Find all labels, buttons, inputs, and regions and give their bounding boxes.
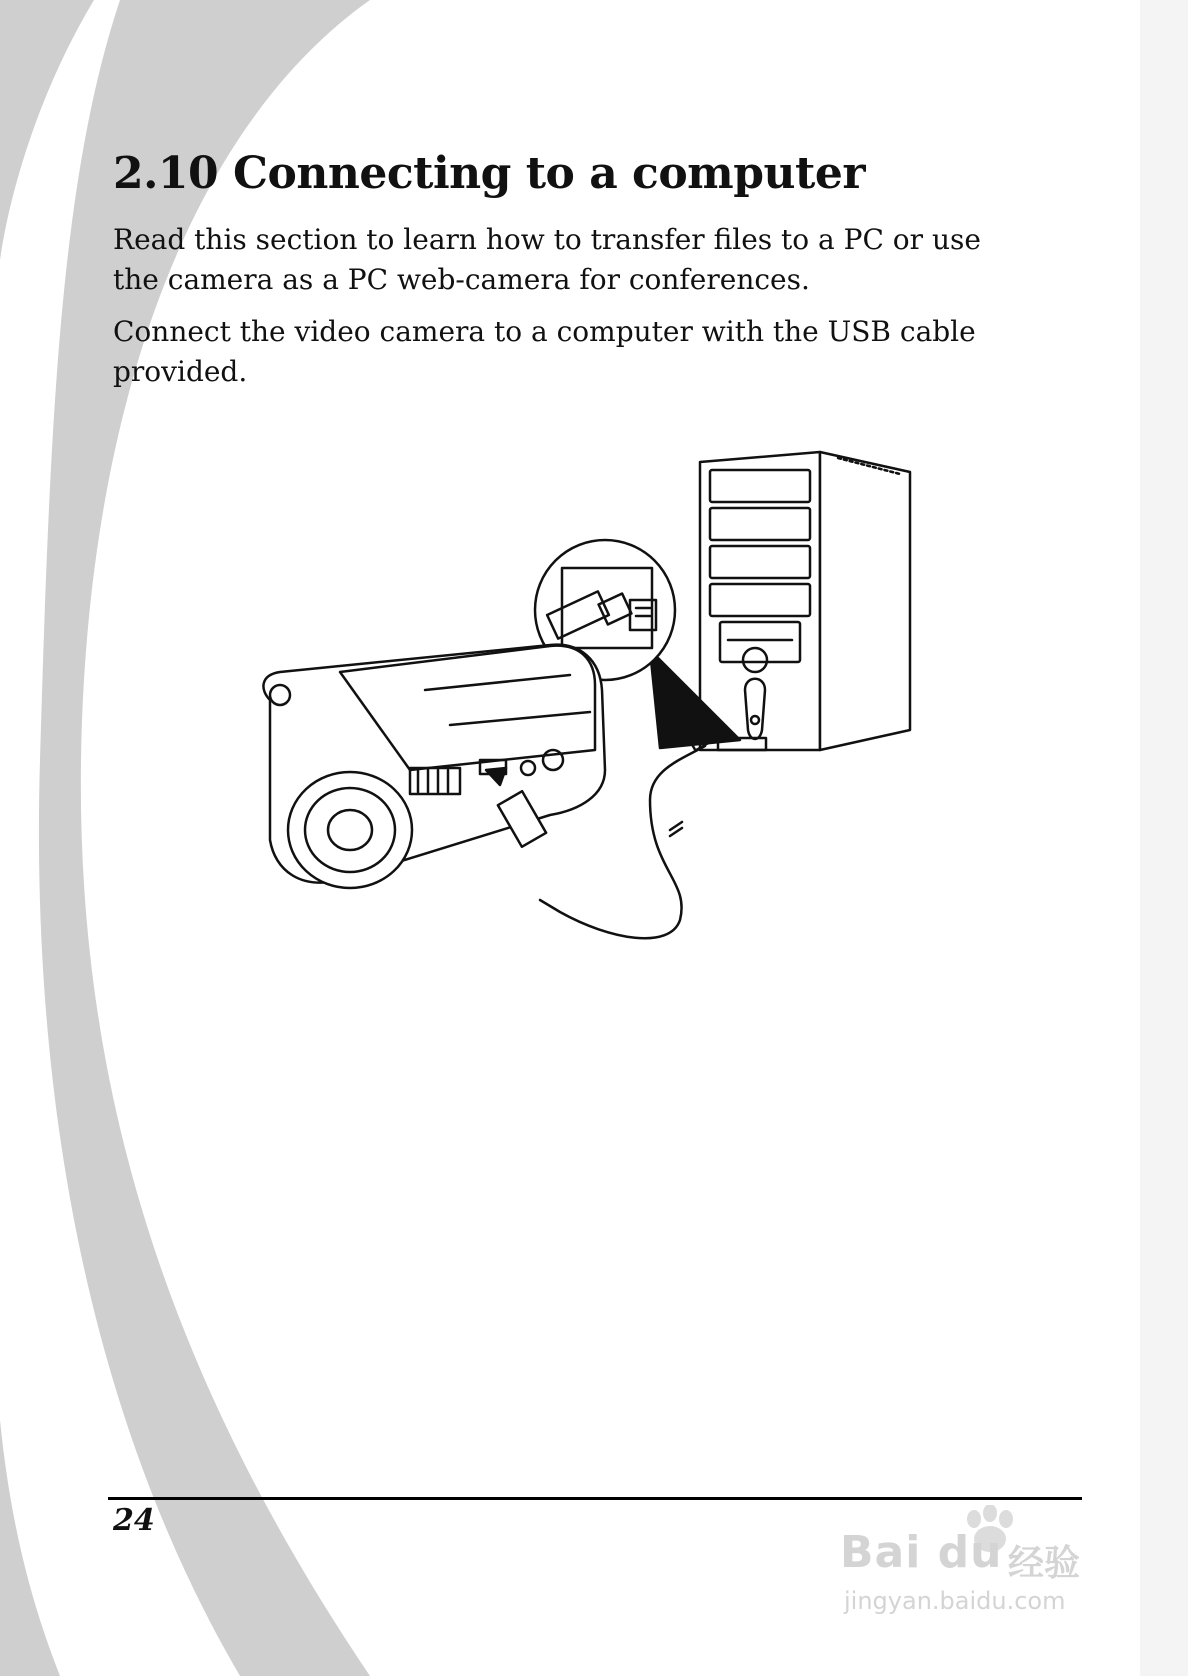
instruction-paragraph: Connect the video camera to a computer with the USB cable provided. [113, 315, 976, 388]
watermark-url: jingyan.baidu.com [844, 1587, 1066, 1615]
page-number: 24 [113, 1503, 155, 1538]
video-camera-icon [263, 645, 605, 888]
footer-rule [108, 1497, 1082, 1500]
baidu-watermark [840, 1505, 1120, 1625]
watermark-logo-text: Bai du [840, 1527, 1003, 1578]
computer-tower-icon [700, 452, 910, 750]
watermark-chinese-text: 经验 [1008, 1543, 1081, 1584]
camera-pc-connection-illustration [250, 450, 930, 970]
section-title: 2.10 Connecting to a computer [113, 148, 865, 199]
intro-paragraph: Read this section to learn how to transfer files to a PC or use the camera as a PC web-camera for conferences. [113, 223, 981, 296]
